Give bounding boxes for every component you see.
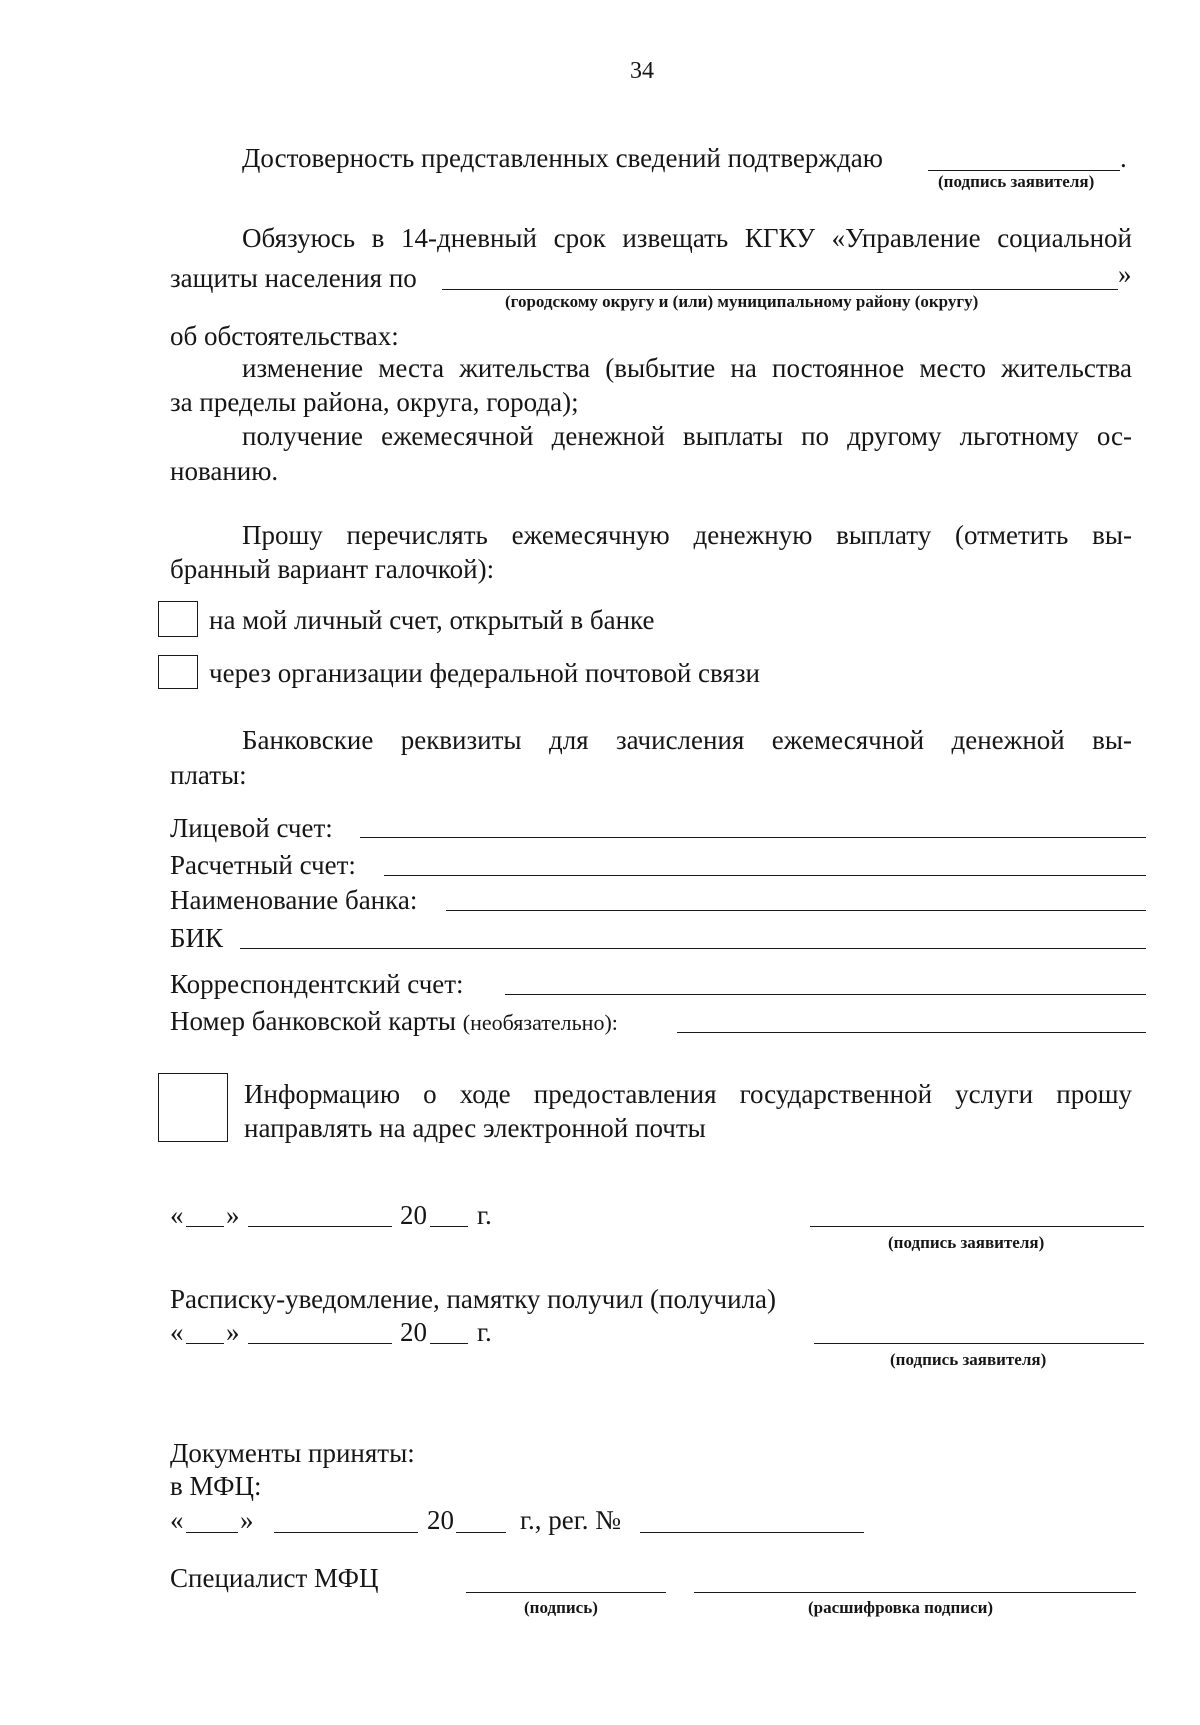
confirm-end: .: [1120, 143, 1127, 173]
accepted-place: в МФЦ:: [170, 1471, 262, 1501]
circumstance-item2-line1: получение ежемесячной денежной выплаты по другому льготному ос-: [242, 421, 1132, 451]
date1-signature-caption: (подпись заявителя): [888, 1233, 1045, 1252]
settlement-account-field[interactable]: [384, 875, 1146, 876]
date1-day-field[interactable]: [186, 1226, 224, 1227]
specialist-label: Специалист МФЦ: [170, 1563, 379, 1593]
bank-account-option-label: на мой личный счет, открытый в банке: [209, 605, 655, 635]
receipt-month-field[interactable]: [248, 1343, 392, 1344]
specialist-decoding-caption: (расшифровка подписи): [808, 1598, 994, 1617]
personal-account-field[interactable]: [360, 837, 1146, 838]
accepted-day-field[interactable]: [186, 1532, 238, 1533]
registration-number-field[interactable]: [640, 1532, 864, 1533]
circumstance-item1-line2: за пределы района, округа, города);: [170, 387, 579, 417]
date1-close-quote: »: [226, 1200, 240, 1230]
circumstance-item1-line1: изменение места жительства (выбытие на постоянное место жительства: [242, 353, 1132, 383]
accepted-close-quote: »: [240, 1505, 254, 1535]
obligation-line2-prefix: защиты населения по: [170, 263, 417, 293]
bank-details-line1: Банковские реквизиты для зачисления ежемесячной денежной вы-: [242, 725, 1132, 755]
card-number-label: [170, 1005, 618, 1039]
date1-year-prefix: 20: [400, 1200, 427, 1230]
district-field[interactable]: [442, 289, 1118, 290]
post-office-option-label: через организации федеральной почтовой связи: [209, 658, 760, 688]
receipt-day-field[interactable]: [186, 1343, 224, 1344]
receipt-year-prefix: 20: [400, 1317, 427, 1347]
confirm-text: Достоверность представленных сведений подтверждаю: [242, 143, 883, 173]
post-office-checkbox[interactable]: [158, 655, 198, 689]
card-number-text: Номер банковской карты: [170, 1006, 457, 1036]
email-info-checkbox[interactable]: [158, 1073, 228, 1142]
specialist-name-field[interactable]: [694, 1592, 1136, 1593]
page-number: 34: [630, 58, 654, 84]
bank-name-field[interactable]: [446, 910, 1146, 911]
receipt-close-quote: »: [226, 1317, 240, 1347]
date1-open-quote: «: [170, 1200, 184, 1230]
accepted-open-quote: «: [170, 1505, 184, 1535]
settlement-account-label: Расчетный счет:: [170, 850, 356, 880]
receipt-year-field[interactable]: [430, 1343, 468, 1344]
receipt-open-quote: «: [170, 1317, 184, 1347]
accepted-year-field[interactable]: [456, 1532, 506, 1533]
obligation-line1: Обязуюсь в 14-дневный срок извещать КГКУ «Управление социальной: [242, 223, 1132, 253]
personal-account-label: Лицевой счет:: [170, 813, 333, 843]
card-number-field[interactable]: [677, 1032, 1146, 1033]
receipt-text: Расписку-уведомление, памятку получил (получила): [170, 1284, 777, 1314]
accepted-reg-label: г., рег. №: [520, 1505, 622, 1535]
district-caption: (городскому округу и (или) муниципальному району (округу): [505, 292, 979, 311]
accepted-month-field[interactable]: [274, 1532, 418, 1533]
obligation-line2-suffix: »: [1118, 259, 1132, 289]
circumstances-label: об обстоятельствах:: [170, 321, 399, 351]
confirm-signature-line[interactable]: [928, 170, 1120, 171]
receipt-signature-caption: (подпись заявителя): [890, 1350, 1047, 1369]
receipt-signature-line[interactable]: [814, 1343, 1144, 1344]
confirm-caption: (подпись заявителя): [938, 172, 1095, 191]
specialist-signature-caption: (подпись): [524, 1598, 598, 1617]
email-info-line2: направлять на адрес электронной почты: [244, 1113, 706, 1143]
date1-signature-line[interactable]: [810, 1226, 1144, 1227]
bik-field[interactable]: [240, 948, 1146, 949]
bank-name-label: Наименование банка:: [170, 885, 418, 915]
corr-account-label: Корреспондентский счет:: [170, 969, 464, 999]
card-optional-note: (необязательно):: [462, 1010, 618, 1035]
date1-year-field[interactable]: [430, 1226, 468, 1227]
email-info-line1: Информацию о ходе предоставления государственной услуги прошу: [244, 1079, 1132, 1109]
receipt-year-suffix: г.: [477, 1317, 492, 1347]
payment-line1: Прошу перечислять ежемесячную денежную выплату (отметить вы-: [242, 520, 1132, 550]
circumstance-item2-line2: нованию.: [170, 456, 279, 486]
accepted-title: Документы приняты:: [170, 1438, 415, 1468]
accepted-year-prefix: 20: [427, 1505, 454, 1535]
date1-year-suffix: г.: [477, 1200, 492, 1230]
payment-line2: бранный вариант галочкой):: [170, 554, 495, 584]
bik-label: БИК: [170, 923, 224, 953]
bank-details-line2: платы:: [170, 760, 247, 790]
bank-account-checkbox[interactable]: [158, 601, 198, 637]
corr-account-field[interactable]: [505, 994, 1146, 995]
specialist-signature-field[interactable]: [466, 1592, 666, 1593]
date1-month-field[interactable]: [248, 1226, 392, 1227]
